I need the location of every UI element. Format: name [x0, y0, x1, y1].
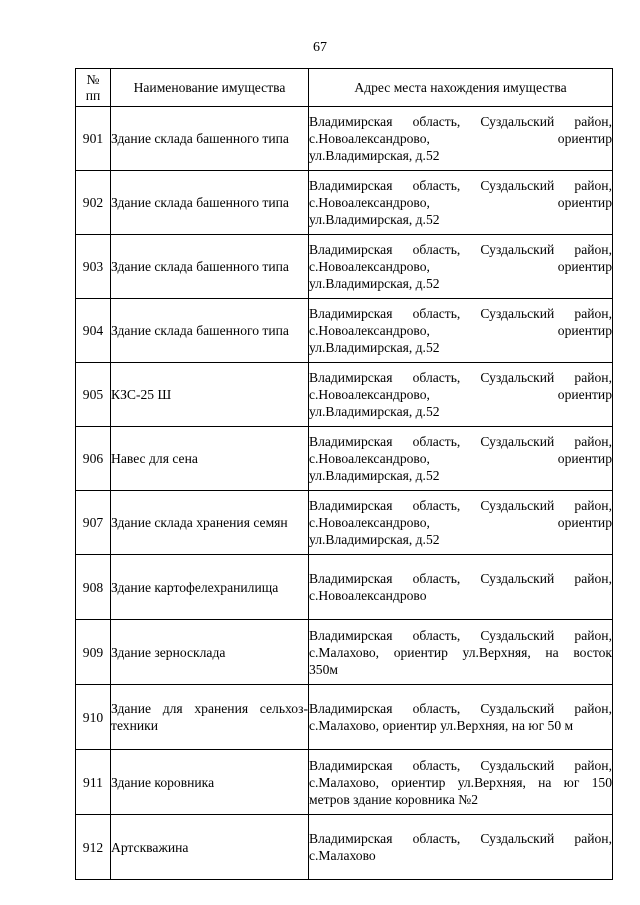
address-line: ул.Владимирская, д.52 — [309, 532, 440, 547]
address-line: с.Новоалександрово, ориентир — [309, 451, 612, 466]
address-line: метров здание коровника №2 — [309, 791, 479, 807]
address-line: с.Малахово, ориентир ул.Верхняя, на юг 150 — [309, 774, 612, 790]
property-address — [309, 299, 613, 363]
property-name — [111, 107, 309, 171]
address-line: Владимирская область, Суздальский район, — [309, 701, 612, 716]
property-name-text: Здание для хранения сельхоз-техники — [111, 701, 308, 733]
address-line: с.Новоалександрово, ориентир — [309, 323, 612, 338]
address-line: Владимирская область, Суздальский район, — [309, 242, 612, 257]
property-name-text: Здание склада башенного типа — [111, 195, 289, 210]
property-address — [309, 363, 613, 427]
address-line: ул.Владимирская, д.52 — [309, 468, 440, 483]
row-number: 910 — [76, 685, 111, 750]
property-name — [111, 235, 309, 299]
row-number: 906 — [76, 427, 111, 491]
row-number: 902 — [76, 171, 111, 235]
property-name — [111, 620, 309, 685]
address-line: Владимирская область, Суздальский район, — [309, 178, 612, 193]
table-row — [76, 620, 613, 685]
row-number: 901 — [76, 107, 111, 171]
address-line: с.Новоалександрово, ориентир — [309, 387, 612, 402]
property-address — [309, 107, 613, 171]
row-number: 903 — [76, 235, 111, 299]
address-line: ул.Владимирская, д.52 — [309, 340, 440, 355]
property-address — [309, 427, 613, 491]
table-row — [76, 427, 613, 491]
header-name: Наименование имущества — [111, 69, 309, 107]
table-header-row — [76, 69, 613, 107]
property-address — [309, 750, 613, 815]
address-line: с.Новоалександрово, ориентир — [309, 131, 612, 146]
address-line: Владимирская область, Суздальский район, — [309, 831, 612, 846]
address-line: с.Малахово, ориентир ул.Верхняя, на юг 50 м — [309, 718, 574, 733]
address-line: ул.Владимирская, д.52 — [309, 148, 440, 163]
address-line: ул.Владимирская, д.52 — [309, 404, 440, 419]
property-name — [111, 427, 309, 491]
property-name-text: Артскважина — [111, 839, 189, 855]
header-address: Адрес места нахождения имущества — [309, 69, 613, 107]
property-name-text: Здание склада хранения семян — [111, 515, 288, 530]
table-row — [76, 107, 613, 171]
property-name-text: Здание коровника — [111, 774, 215, 790]
property-name-text: Здание зерносклада — [111, 644, 226, 660]
property-name-text: Здание склада башенного типа — [111, 131, 289, 146]
property-address — [309, 620, 613, 685]
property-table — [75, 68, 613, 880]
property-name-text: Здание склада башенного типа — [111, 323, 289, 338]
address-line: с.Малахово, ориентир ул.Верхняя, на восток — [309, 644, 612, 660]
table-row — [76, 750, 613, 815]
property-name — [111, 491, 309, 555]
property-address — [309, 685, 613, 750]
row-number: 911 — [76, 750, 111, 815]
property-name-text: КЗС-25 Ш — [111, 387, 172, 402]
property-name-text: Здание склада башенного типа — [111, 259, 289, 274]
row-number: 905 — [76, 363, 111, 427]
table-row — [76, 171, 613, 235]
property-name — [111, 750, 309, 815]
address-line: с.Новоалександрово, ориентир — [309, 195, 612, 210]
page-number: 67 — [313, 40, 327, 55]
table-row — [76, 363, 613, 427]
address-line: Владимирская область, Суздальский район, — [309, 627, 612, 643]
property-name-text: Здание картофелехранилища — [111, 579, 279, 595]
property-address — [309, 235, 613, 299]
address-line: Владимирская область, Суздальский район, — [309, 114, 612, 129]
row-number: 909 — [76, 620, 111, 685]
property-name — [111, 555, 309, 620]
property-address — [309, 171, 613, 235]
address-line: Владимирская область, Суздальский район, — [309, 306, 612, 321]
row-number: 908 — [76, 555, 111, 620]
address-line: с.Новоалександрово, ориентир — [309, 515, 612, 530]
table-body — [76, 107, 613, 880]
property-name-text: Навес для сена — [111, 451, 198, 466]
table-row — [76, 815, 613, 880]
address-line: Владимирская область, Суздальский район, — [309, 370, 612, 385]
address-line: с.Новоалександрово — [309, 588, 427, 603]
header-number — [76, 69, 111, 107]
address-line: Владимирская область, Суздальский район, — [309, 498, 612, 513]
table-row — [76, 299, 613, 363]
property-address — [309, 555, 613, 620]
table-row — [76, 491, 613, 555]
table-row — [76, 685, 613, 750]
address-line: ул.Владимирская, д.52 — [309, 212, 440, 227]
header-number-line1: № — [86, 71, 100, 87]
property-name — [111, 363, 309, 427]
address-line: Владимирская область, Суздальский район, — [309, 571, 612, 586]
property-address — [309, 491, 613, 555]
property-address — [309, 815, 613, 880]
property-name — [111, 815, 309, 880]
row-number: 907 — [76, 491, 111, 555]
table-row — [76, 235, 613, 299]
address-line: ул.Владимирская, д.52 — [309, 276, 440, 291]
header-number-line2: пп — [85, 87, 101, 103]
row-number: 912 — [76, 815, 111, 880]
property-name — [111, 685, 309, 750]
address-line: Владимирская область, Суздальский район, — [309, 757, 612, 773]
address-line: 350м — [309, 661, 338, 677]
property-name — [111, 171, 309, 235]
table-row — [76, 555, 613, 620]
property-name — [111, 299, 309, 363]
row-number: 904 — [76, 299, 111, 363]
address-line: с.Малахово — [309, 848, 376, 863]
address-line: Владимирская область, Суздальский район, — [309, 434, 612, 449]
address-line: с.Новоалександрово, ориентир — [309, 259, 612, 274]
